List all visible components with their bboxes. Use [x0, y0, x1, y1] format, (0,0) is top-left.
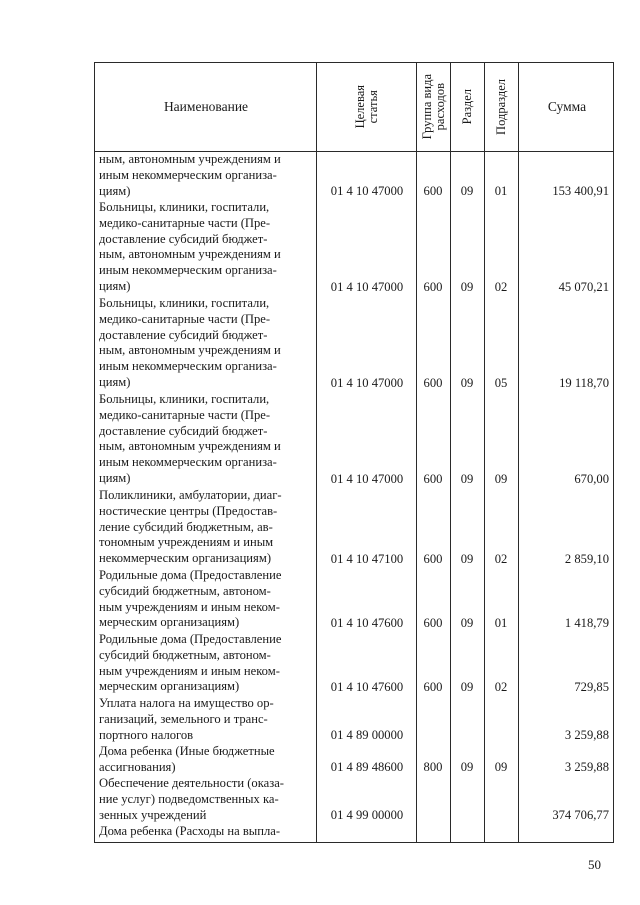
- row-section: 09: [460, 552, 474, 566]
- header-group: Группа вида расходов: [419, 74, 447, 140]
- header-code: Целевая статья: [352, 85, 380, 129]
- row-name: Больницы, клиники, госпитали, медико-санитарные части (Пре- доставление субсидий бюджет- ным, автономным учреждениям и иным некоммерческим организа- циям): [99, 392, 281, 485]
- row-name: Дома ребенка (Расходы на выпла-: [99, 824, 281, 838]
- row-subsection: 01: [494, 616, 508, 630]
- column-divider: [484, 63, 485, 842]
- row-name: Родильные дома (Предоставление субсидий бюджетным, автоном- ным учреждениям и иным неком- мерческим организациям): [99, 632, 282, 694]
- row-name: Родильные дома (Предоставление субсидий бюджетным, автоном- ным учреждениям и иным неком- мерческим организациям): [99, 568, 282, 630]
- row-section: 09: [460, 680, 474, 694]
- row-name: Уплата налога на имущество ор- ганизаций, земельного и транс- портного налогов: [99, 696, 274, 742]
- header-subsection: Подраздел: [494, 79, 508, 135]
- row-sum: 153 400,91: [552, 184, 609, 198]
- row-name: ным, автономным учреждениям и иным некоммерческим организа- циям): [99, 152, 281, 198]
- row-subsection: 05: [494, 376, 508, 390]
- row-name: Обеспечение деятельности (оказа- ние услуг) подведомственных ка- зенных учреждений: [99, 776, 284, 822]
- row-code: 01 4 89 00000: [330, 728, 404, 742]
- row-sum: 3 259,88: [564, 728, 609, 742]
- row-sum: 729,85: [574, 680, 609, 694]
- row-sum: 670,00: [574, 472, 609, 486]
- row-name: Больницы, клиники, госпитали, медико-санитарные части (Пре- доставление субсидий бюджет- ным, автономным учреждениям и иным некоммерческим организа- циям): [99, 296, 281, 389]
- row-sum: 3 259,88: [564, 760, 609, 774]
- row-code: 01 4 89 48600: [330, 760, 404, 774]
- row-sum: 19 118,70: [559, 376, 609, 390]
- row-group: 600: [423, 376, 443, 390]
- header-sum: Сумма: [547, 99, 587, 114]
- row-code: 01 4 99 00000: [330, 808, 404, 822]
- row-group: 600: [423, 472, 443, 486]
- row-subsection: 02: [494, 552, 508, 566]
- header-name: Наименование: [163, 99, 249, 114]
- row-group: 600: [423, 680, 443, 694]
- row-section: 09: [460, 472, 474, 486]
- row-subsection: 09: [494, 472, 508, 486]
- row-sum: 2 859,10: [564, 552, 609, 566]
- row-code: 01 4 10 47000: [330, 184, 404, 198]
- row-section: 09: [460, 280, 474, 294]
- row-sum: 45 070,21: [558, 280, 609, 294]
- row-name: Поликлиники, амбулатории, диаг- ностические центры (Предостав- ление субсидий бюджетным, ав- тономным учреждениям и иным некоммерческим организациям): [99, 488, 282, 566]
- row-subsection: 09: [494, 760, 508, 774]
- row-section: 09: [460, 184, 474, 198]
- row-group: 600: [423, 280, 443, 294]
- row-subsection: 02: [494, 680, 508, 694]
- row-group: 600: [423, 616, 443, 630]
- column-divider: [450, 63, 451, 842]
- column-divider: [316, 63, 317, 842]
- row-code: 01 4 10 47600: [330, 616, 404, 630]
- row-sum: 1 418,79: [564, 616, 609, 630]
- row-subsection: 01: [494, 184, 508, 198]
- row-name: Дома ребенка (Иные бюджетные ассигнования): [99, 744, 275, 774]
- row-code: 01 4 10 47600: [330, 680, 404, 694]
- row-code: 01 4 10 47100: [330, 552, 404, 566]
- column-divider: [416, 63, 417, 842]
- page-number: 50: [588, 857, 601, 872]
- row-section: 09: [460, 760, 474, 774]
- column-divider: [518, 63, 519, 842]
- row-section: 09: [460, 616, 474, 630]
- row-section: 09: [460, 376, 474, 390]
- budget-table: [94, 62, 614, 843]
- row-group: 800: [423, 760, 443, 774]
- row-group: 600: [423, 184, 443, 198]
- row-code: 01 4 10 47000: [330, 376, 404, 390]
- row-group: 600: [423, 552, 443, 566]
- header-section: Раздел: [460, 89, 474, 125]
- row-subsection: 02: [494, 280, 508, 294]
- row-code: 01 4 10 47000: [330, 280, 404, 294]
- row-code: 01 4 10 47000: [330, 472, 404, 486]
- row-name: Больницы, клиники, госпитали, медико-санитарные части (Пре- доставление субсидий бюджет- ным, автономным учреждениям и иным некоммерческим организа- циям): [99, 200, 281, 293]
- row-sum: 374 706,77: [552, 808, 609, 822]
